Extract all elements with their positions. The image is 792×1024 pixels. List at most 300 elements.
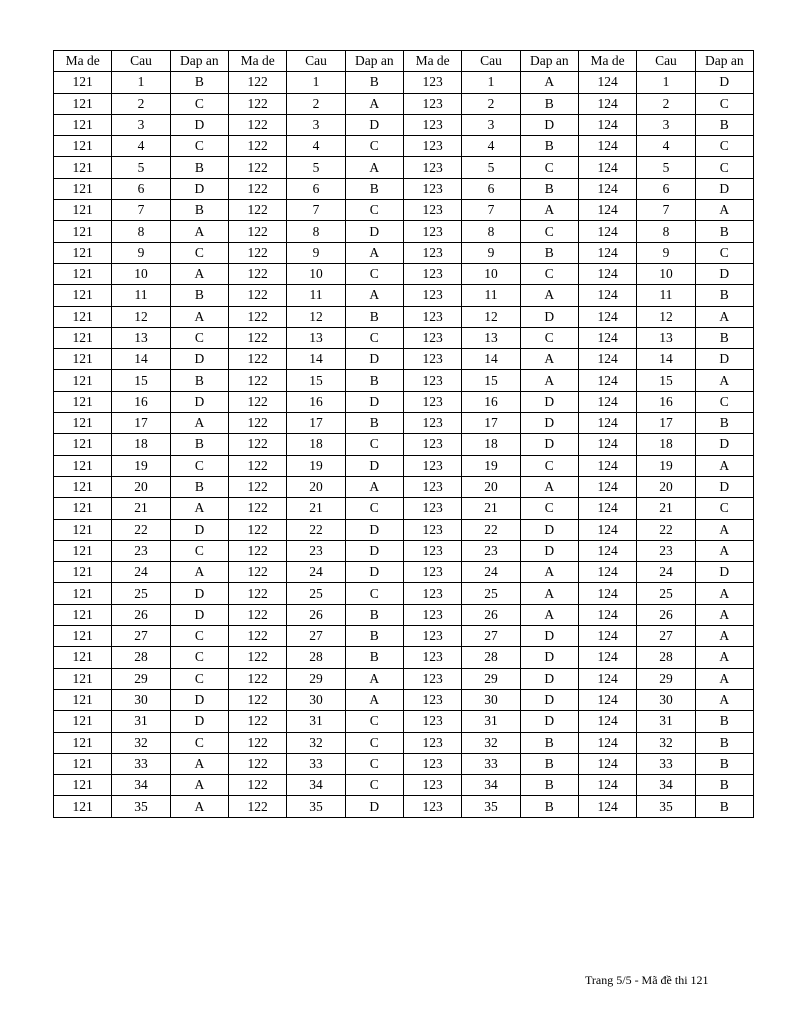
table-cell: 121: [54, 711, 112, 732]
table-cell: 4: [637, 136, 695, 157]
table-cell: 13: [112, 327, 170, 348]
table-cell: B: [345, 413, 403, 434]
table-row: [54, 391, 754, 412]
table-cell: 24: [462, 562, 520, 583]
table-cell: D: [170, 178, 228, 199]
table-cell: A: [520, 72, 578, 93]
table-cell: 29: [112, 668, 170, 689]
table-cell: D: [520, 626, 578, 647]
table-cell: 124: [578, 263, 636, 284]
table-cell: 121: [54, 626, 112, 647]
table-cell: 124: [578, 327, 636, 348]
table-cell: C: [345, 583, 403, 604]
column-header: Cau: [287, 51, 345, 72]
table-cell: B: [695, 753, 753, 774]
table-cell: C: [695, 93, 753, 114]
table-cell: C: [695, 498, 753, 519]
table-cell: 123: [403, 775, 461, 796]
table-cell: 123: [403, 732, 461, 753]
table-cell: 121: [54, 689, 112, 710]
table-row: [54, 136, 754, 157]
table-cell: 16: [462, 391, 520, 412]
table-cell: B: [695, 327, 753, 348]
table-cell: 121: [54, 114, 112, 135]
column-header: Ma de: [578, 51, 636, 72]
column-header: Cau: [462, 51, 520, 72]
table-cell: 19: [637, 455, 695, 476]
table-cell: 35: [462, 796, 520, 817]
table-cell: 124: [578, 732, 636, 753]
table-cell: C: [170, 647, 228, 668]
table-cell: 123: [403, 668, 461, 689]
table-cell: D: [520, 519, 578, 540]
table-cell: 121: [54, 455, 112, 476]
table-cell: 124: [578, 200, 636, 221]
table-cell: 9: [637, 242, 695, 263]
table-cell: B: [520, 732, 578, 753]
table-cell: 17: [637, 413, 695, 434]
table-cell: 122: [228, 775, 286, 796]
table-row: [54, 540, 754, 561]
table-row: [54, 114, 754, 135]
table-cell: A: [695, 455, 753, 476]
table-cell: B: [695, 711, 753, 732]
table-cell: 123: [403, 306, 461, 327]
table-cell: 123: [403, 200, 461, 221]
table-cell: 123: [403, 498, 461, 519]
table-cell: D: [170, 583, 228, 604]
table-cell: 124: [578, 93, 636, 114]
table-cell: 6: [637, 178, 695, 199]
table-cell: 12: [637, 306, 695, 327]
table-cell: D: [345, 796, 403, 817]
table-row: [54, 476, 754, 497]
table-cell: 123: [403, 455, 461, 476]
table-cell: 123: [403, 157, 461, 178]
table-cell: D: [345, 519, 403, 540]
table-cell: 124: [578, 221, 636, 242]
table-cell: 122: [228, 498, 286, 519]
table-cell: 31: [637, 711, 695, 732]
table-row: [54, 753, 754, 774]
table-cell: 19: [287, 455, 345, 476]
table-cell: 30: [112, 689, 170, 710]
table-cell: 123: [403, 711, 461, 732]
table-cell: 124: [578, 434, 636, 455]
table-cell: 122: [228, 114, 286, 135]
table-cell: 124: [578, 114, 636, 135]
table-cell: 123: [403, 434, 461, 455]
table-row: [54, 263, 754, 284]
table-cell: 123: [403, 285, 461, 306]
column-header: Ma de: [54, 51, 112, 72]
table-cell: 121: [54, 370, 112, 391]
table-cell: C: [345, 327, 403, 348]
table-cell: 15: [287, 370, 345, 391]
table-cell: 14: [462, 349, 520, 370]
table-cell: 124: [578, 157, 636, 178]
table-cell: 14: [287, 349, 345, 370]
table-cell: D: [345, 540, 403, 561]
table-cell: C: [695, 391, 753, 412]
table-cell: 26: [287, 604, 345, 625]
table-row: [54, 93, 754, 114]
table-cell: 10: [637, 263, 695, 284]
table-cell: 122: [228, 349, 286, 370]
table-cell: 33: [637, 753, 695, 774]
header-row: [54, 51, 754, 72]
table-cell: A: [520, 285, 578, 306]
table-cell: 23: [287, 540, 345, 561]
table-row: [54, 306, 754, 327]
table-cell: 18: [112, 434, 170, 455]
table-cell: B: [520, 753, 578, 774]
table-cell: 124: [578, 285, 636, 306]
table-cell: 123: [403, 796, 461, 817]
column-header: Cau: [637, 51, 695, 72]
table-row: [54, 327, 754, 348]
table-cell: C: [170, 626, 228, 647]
table-row: [54, 626, 754, 647]
table-cell: C: [170, 455, 228, 476]
table-cell: 25: [462, 583, 520, 604]
table-cell: C: [520, 221, 578, 242]
table-cell: 21: [112, 498, 170, 519]
table-cell: 124: [578, 476, 636, 497]
table-cell: 122: [228, 519, 286, 540]
table-cell: 121: [54, 178, 112, 199]
table-cell: 124: [578, 306, 636, 327]
table-cell: 122: [228, 221, 286, 242]
table-cell: B: [695, 285, 753, 306]
table-cell: 122: [228, 178, 286, 199]
table-cell: 30: [462, 689, 520, 710]
table-cell: 3: [287, 114, 345, 135]
table-cell: B: [695, 775, 753, 796]
table-row: [54, 647, 754, 668]
table-cell: C: [345, 434, 403, 455]
table-cell: B: [345, 370, 403, 391]
table-cell: 121: [54, 775, 112, 796]
table-cell: 16: [112, 391, 170, 412]
table-cell: 26: [637, 604, 695, 625]
table-cell: 28: [287, 647, 345, 668]
table-cell: 8: [462, 221, 520, 242]
table-cell: A: [695, 583, 753, 604]
table-cell: 29: [637, 668, 695, 689]
table-cell: 124: [578, 413, 636, 434]
table-cell: 25: [637, 583, 695, 604]
table-cell: D: [520, 689, 578, 710]
table-cell: 13: [637, 327, 695, 348]
table-cell: 22: [637, 519, 695, 540]
column-header: Ma de: [403, 51, 461, 72]
table-cell: 123: [403, 221, 461, 242]
table-cell: D: [345, 562, 403, 583]
table-row: [54, 349, 754, 370]
table-cell: 29: [287, 668, 345, 689]
table-cell: 1: [112, 72, 170, 93]
table-cell: A: [695, 200, 753, 221]
table-cell: 124: [578, 753, 636, 774]
table-cell: B: [170, 72, 228, 93]
table-cell: C: [345, 263, 403, 284]
table-cell: A: [695, 604, 753, 625]
table-cell: 26: [462, 604, 520, 625]
table-cell: B: [695, 114, 753, 135]
table-cell: 122: [228, 93, 286, 114]
table-cell: 123: [403, 604, 461, 625]
table-cell: D: [345, 349, 403, 370]
table-cell: 123: [403, 72, 461, 93]
table-cell: 11: [462, 285, 520, 306]
table-cell: 25: [287, 583, 345, 604]
table-cell: 35: [637, 796, 695, 817]
table-cell: D: [520, 540, 578, 561]
column-header: Ma de: [228, 51, 286, 72]
table-row: [54, 285, 754, 306]
column-header: Dap an: [520, 51, 578, 72]
table-cell: A: [170, 263, 228, 284]
table-cell: 124: [578, 711, 636, 732]
table-cell: A: [695, 519, 753, 540]
table-cell: D: [170, 349, 228, 370]
table-cell: 20: [112, 476, 170, 497]
table-row: [54, 200, 754, 221]
table-cell: 123: [403, 753, 461, 774]
table-cell: 122: [228, 263, 286, 284]
table-cell: 33: [287, 753, 345, 774]
table-cell: 121: [54, 498, 112, 519]
table-cell: B: [345, 306, 403, 327]
table-cell: 121: [54, 327, 112, 348]
table-row: [54, 711, 754, 732]
table-cell: 5: [287, 157, 345, 178]
table-cell: A: [520, 370, 578, 391]
table-cell: D: [170, 689, 228, 710]
table-cell: C: [520, 157, 578, 178]
table-cell: B: [170, 476, 228, 497]
table-cell: A: [170, 796, 228, 817]
table-cell: A: [520, 200, 578, 221]
table-cell: 121: [54, 476, 112, 497]
table-cell: C: [170, 668, 228, 689]
column-header: Dap an: [170, 51, 228, 72]
table-cell: 123: [403, 391, 461, 412]
table-cell: 121: [54, 604, 112, 625]
table-cell: C: [345, 200, 403, 221]
table-cell: C: [695, 157, 753, 178]
table-cell: 121: [54, 93, 112, 114]
table-cell: 123: [403, 540, 461, 561]
table-cell: A: [695, 647, 753, 668]
table-cell: 123: [403, 647, 461, 668]
column-header: Cau: [112, 51, 170, 72]
table-cell: 13: [462, 327, 520, 348]
table-cell: A: [170, 753, 228, 774]
table-cell: C: [695, 136, 753, 157]
table-cell: 124: [578, 583, 636, 604]
table-cell: 10: [112, 263, 170, 284]
table-cell: C: [345, 136, 403, 157]
page-footer: Trang 5/5 - Mã đề thi 121: [585, 973, 709, 987]
table-cell: 31: [287, 711, 345, 732]
table-cell: 23: [112, 540, 170, 561]
table-cell: 123: [403, 136, 461, 157]
table-cell: 12: [462, 306, 520, 327]
table-cell: 20: [637, 476, 695, 497]
table-cell: 121: [54, 263, 112, 284]
table-cell: A: [170, 413, 228, 434]
table-cell: 16: [287, 391, 345, 412]
table-cell: D: [170, 519, 228, 540]
table-cell: 7: [637, 200, 695, 221]
table-cell: C: [695, 242, 753, 263]
table-cell: 22: [462, 519, 520, 540]
table-cell: 122: [228, 434, 286, 455]
table-cell: 10: [462, 263, 520, 284]
table-cell: 123: [403, 327, 461, 348]
table-cell: 8: [287, 221, 345, 242]
table-cell: 124: [578, 540, 636, 561]
table-cell: A: [345, 242, 403, 263]
table-cell: D: [170, 391, 228, 412]
table-cell: A: [520, 604, 578, 625]
table-cell: 4: [287, 136, 345, 157]
table-cell: 14: [637, 349, 695, 370]
table-cell: 123: [403, 689, 461, 710]
table-cell: 2: [287, 93, 345, 114]
table-cell: A: [695, 540, 753, 561]
table-cell: 9: [287, 242, 345, 263]
table-row: [54, 370, 754, 391]
table-cell: 122: [228, 157, 286, 178]
table-cell: 122: [228, 476, 286, 497]
table-row: [54, 689, 754, 710]
table-cell: D: [520, 647, 578, 668]
table-cell: 4: [462, 136, 520, 157]
table-cell: 122: [228, 455, 286, 476]
table-cell: 4: [112, 136, 170, 157]
table-cell: A: [345, 93, 403, 114]
table-cell: D: [695, 434, 753, 455]
table-cell: 11: [637, 285, 695, 306]
table-cell: 26: [112, 604, 170, 625]
table-cell: C: [520, 498, 578, 519]
table-cell: D: [695, 263, 753, 284]
table-cell: D: [520, 668, 578, 689]
table-cell: 122: [228, 562, 286, 583]
table-cell: 21: [637, 498, 695, 519]
table-cell: D: [520, 114, 578, 135]
table-cell: 8: [637, 221, 695, 242]
table-cell: 34: [637, 775, 695, 796]
table-cell: 23: [462, 540, 520, 561]
table-cell: 1: [287, 72, 345, 93]
table-cell: A: [520, 583, 578, 604]
table-cell: A: [345, 285, 403, 306]
table-cell: 31: [462, 711, 520, 732]
table-cell: 24: [637, 562, 695, 583]
table-cell: C: [520, 263, 578, 284]
table-cell: D: [695, 562, 753, 583]
table-cell: 35: [112, 796, 170, 817]
table-cell: 122: [228, 732, 286, 753]
table-cell: 121: [54, 668, 112, 689]
table-cell: 121: [54, 753, 112, 774]
table-cell: 27: [287, 626, 345, 647]
table-header: [54, 51, 754, 72]
table-cell: 18: [462, 434, 520, 455]
table-cell: D: [345, 391, 403, 412]
table-row: [54, 157, 754, 178]
table-cell: 124: [578, 242, 636, 263]
table-cell: 123: [403, 263, 461, 284]
table-cell: A: [345, 668, 403, 689]
table-cell: 122: [228, 370, 286, 391]
table-cell: 7: [287, 200, 345, 221]
table-cell: 2: [637, 93, 695, 114]
table-cell: B: [345, 626, 403, 647]
table-cell: 121: [54, 306, 112, 327]
table-cell: D: [520, 306, 578, 327]
table-cell: 25: [112, 583, 170, 604]
table-row: [54, 562, 754, 583]
table-cell: 122: [228, 647, 286, 668]
table-cell: 30: [287, 689, 345, 710]
table-cell: B: [170, 370, 228, 391]
table-cell: 16: [637, 391, 695, 412]
table-cell: 19: [462, 455, 520, 476]
table-cell: 15: [462, 370, 520, 391]
table-row: [54, 775, 754, 796]
table-cell: 34: [287, 775, 345, 796]
table-cell: D: [345, 455, 403, 476]
table-cell: C: [345, 775, 403, 796]
table-cell: 32: [462, 732, 520, 753]
table-cell: 124: [578, 604, 636, 625]
table-cell: 6: [112, 178, 170, 199]
table-cell: 12: [287, 306, 345, 327]
table-cell: 122: [228, 413, 286, 434]
table-cell: D: [695, 349, 753, 370]
table-row: [54, 732, 754, 753]
table-cell: 123: [403, 476, 461, 497]
table-cell: 19: [112, 455, 170, 476]
table-row: [54, 221, 754, 242]
table-cell: B: [170, 200, 228, 221]
table-cell: 20: [462, 476, 520, 497]
table-cell: B: [695, 732, 753, 753]
table-cell: 8: [112, 221, 170, 242]
table-cell: B: [520, 796, 578, 817]
table-cell: 1: [637, 72, 695, 93]
table-cell: 122: [228, 711, 286, 732]
table-cell: D: [520, 413, 578, 434]
table-cell: 18: [637, 434, 695, 455]
table-cell: A: [695, 626, 753, 647]
table-cell: 7: [112, 200, 170, 221]
table-cell: 124: [578, 562, 636, 583]
table-cell: 11: [287, 285, 345, 306]
table-cell: 124: [578, 796, 636, 817]
table-cell: 15: [637, 370, 695, 391]
table-cell: 35: [287, 796, 345, 817]
table-cell: 5: [112, 157, 170, 178]
table-cell: D: [520, 711, 578, 732]
table-cell: 31: [112, 711, 170, 732]
table-cell: A: [695, 668, 753, 689]
